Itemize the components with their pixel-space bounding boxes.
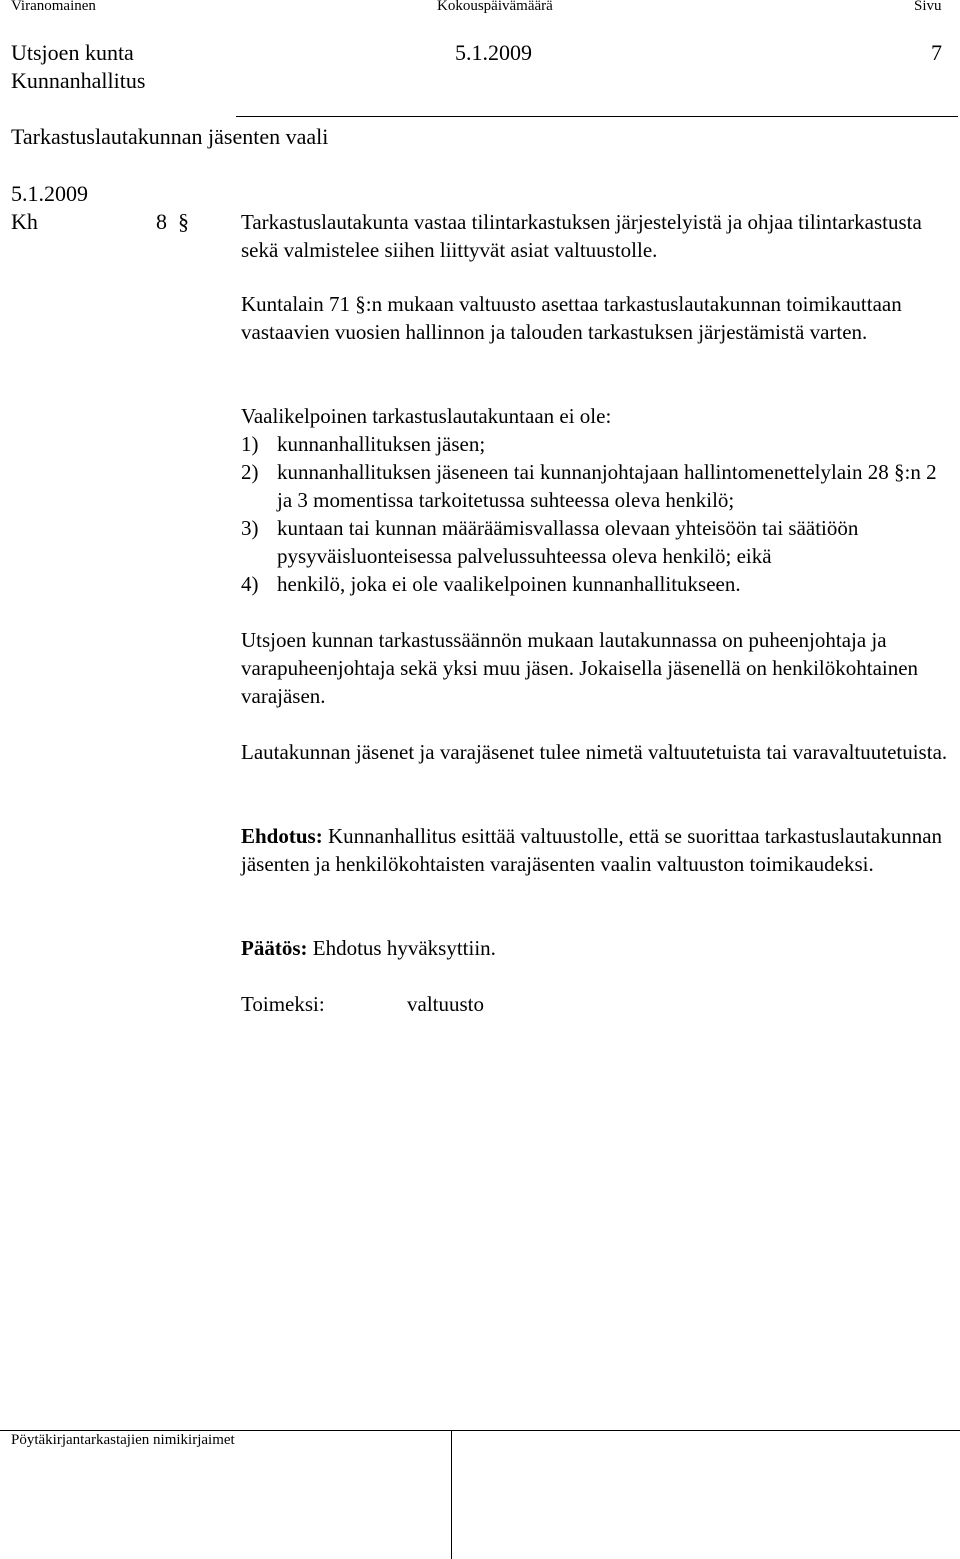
header-authority: Utsjoen kunta xyxy=(11,40,134,65)
proposal xyxy=(241,822,953,878)
footer-label: Pöytäkirjantarkastajien nimikirjaimet xyxy=(11,1432,235,1448)
decision-label: Päätös: xyxy=(241,936,308,960)
header-body: Kunnanhallitus xyxy=(11,68,146,93)
eligibility-intro: Vaalikelpoinen tarkastuslautakuntaan ei ole: xyxy=(241,404,612,428)
action-label: Toimeksi: xyxy=(241,992,325,1016)
paragraph-responsibility: Tarkastuslautakunta vastaa tilintarkastuksen järjestelyistä ja ohjaa tilintarkastusta sekä valmistelee siihen liittyvät asiat valtuustolle. xyxy=(241,210,922,262)
list-item: 3) kuntaan tai kunnan määräämisvallassa olevaan yhteisöön tai säätiöön pysyväisluonteisessa palvelussuhteessa oleva henkilö; eikä xyxy=(241,516,859,568)
section-number: 8 § xyxy=(156,209,189,234)
list-item: 1) kunnanhallituksen jäsen; xyxy=(241,432,486,456)
header-divider xyxy=(236,116,958,117)
header-col-authority-label: Viranomainen xyxy=(11,0,96,14)
header-date: 5.1.2009 xyxy=(455,40,532,65)
footer-box-right xyxy=(452,1430,960,1559)
action-value: valtuusto xyxy=(407,992,484,1016)
section-title: Tarkastuslautakunnan jäsenten vaali xyxy=(11,124,329,149)
paragraph-law: Kuntalain 71 §:n mukaan valtuusto asettaa tarkastuslautakunnan toimikauttaan vastaavien vuosien hallinnon ja talouden tarkastuksen järjestämistä varten. xyxy=(241,292,902,344)
decision xyxy=(241,934,953,962)
list-item: 2) kunnanhallituksen jäseneen tai kunnanjohtajaan hallintomenettelylain 28 §:n 2 ja 3 momentissa tarkoitetussa suhteessa oleva henkilö; xyxy=(241,460,937,512)
proposal-text: Kunnanhallitus esittää valtuustolle, että se suorittaa tarkastuslautakunnan jäsenten ja henkilökohtaisten varajäsenten vaalin valtuuston toimikaudeksi. xyxy=(241,824,943,876)
header-col-page-label: Sivu xyxy=(914,0,942,14)
header-page-number: 7 xyxy=(931,40,942,65)
list-item: 4) henkilö, joka ei ole vaalikelpoinen kunnanhallitukseen. xyxy=(241,572,741,596)
paragraph-rules: Utsjoen kunnan tarkastussäännön mukaan lautakunnassa on puheenjohtaja ja varapuheenjohtaja sekä yksi muu jäsen. Jokaisella jäsenellä on henkilökohtainen varajäsen. xyxy=(241,628,919,708)
section-organ: Kh xyxy=(11,209,38,234)
proposal-label: Ehdotus: xyxy=(241,824,323,848)
footer-initials-box xyxy=(0,1430,452,1559)
header-col-date-label: Kokouspäivämäärä xyxy=(437,0,553,14)
paragraph-members: Lautakunnan jäsenet ja varajäsenet tulee nimetä valtuutetuista tai varavaltuutetuista. xyxy=(241,740,948,764)
paragraph-eligibility xyxy=(241,402,953,598)
decision-text: Ehdotus hyväksyttiin. xyxy=(307,936,496,960)
section-meeting-date: 5.1.2009 xyxy=(11,181,88,206)
